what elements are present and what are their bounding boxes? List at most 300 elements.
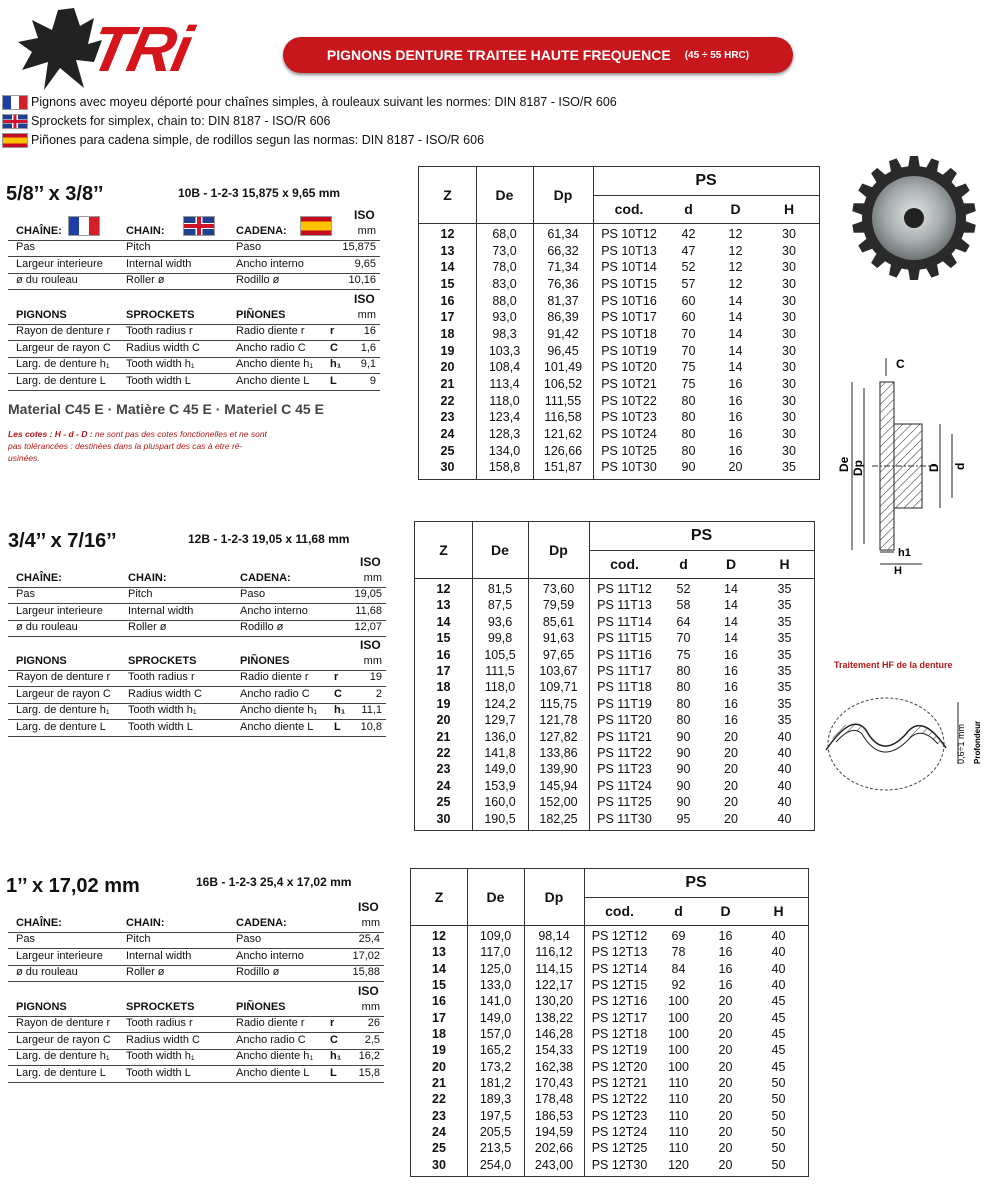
cell-code: PS 11T20 bbox=[597, 713, 652, 728]
sprocket-header-row bbox=[8, 308, 380, 325]
col-de-text: De bbox=[486, 889, 505, 905]
cell-z: 15 bbox=[440, 277, 455, 291]
sprocket-table bbox=[410, 868, 809, 1177]
cell-z: 23 bbox=[440, 410, 455, 425]
cell-code: PS 12T21 bbox=[591, 1076, 648, 1090]
cell-d: 80 bbox=[681, 443, 696, 458]
cell-D: 20 bbox=[728, 460, 743, 475]
cell-H: 50 bbox=[771, 1076, 786, 1090]
cell-z: 21 bbox=[440, 377, 455, 391]
cell-z: 30 bbox=[436, 811, 451, 826]
cell-D: 14 bbox=[728, 327, 743, 341]
cell-de: 103,3 bbox=[488, 343, 521, 358]
spec-fr: Rayon de denture r bbox=[16, 325, 111, 337]
cell-D: 20 bbox=[718, 1092, 733, 1107]
cell-D: 12 bbox=[728, 260, 743, 275]
spec-value: 15,875 bbox=[342, 241, 376, 253]
cell-H: 50 bbox=[771, 1108, 786, 1123]
table-row bbox=[419, 226, 819, 243]
cell-de: 113,4 bbox=[489, 377, 520, 391]
col-D-header: D bbox=[720, 903, 731, 919]
cell-de: 108,4 bbox=[488, 360, 521, 375]
uk-flag-icon bbox=[183, 216, 215, 236]
cell-z: 12 bbox=[440, 227, 455, 241]
spec-en: Pitch bbox=[126, 241, 151, 253]
cell-de: 213,5 bbox=[479, 1141, 512, 1156]
cell-d: 78 bbox=[671, 945, 686, 960]
cell-D: 16 bbox=[718, 929, 733, 943]
spec-es: Ancho radio C bbox=[236, 341, 306, 354]
spec-es: Ancho diente h₁ bbox=[236, 1050, 314, 1062]
cell-D: 12 bbox=[728, 243, 743, 258]
cell-z: 20 bbox=[432, 1059, 446, 1074]
cell-dp: 182,25 bbox=[539, 811, 578, 826]
sprocket-photo bbox=[852, 130, 992, 310]
spec-value: 15,8 bbox=[358, 1066, 380, 1079]
cell-H: 35 bbox=[777, 598, 792, 613]
spec-es: Ancho interno bbox=[236, 257, 304, 270]
cell-z: 19 bbox=[436, 696, 451, 711]
cell-z: 21 bbox=[432, 1076, 446, 1090]
cell-z: 13 bbox=[440, 243, 455, 258]
cell-z: 13 bbox=[436, 598, 451, 613]
cell-de: 149,0 bbox=[484, 762, 516, 777]
cell-z: 14 bbox=[436, 614, 451, 629]
spec-en: Tooth width h₁ bbox=[126, 1050, 195, 1062]
col-cod-header: cod. bbox=[614, 201, 644, 217]
cell-de: 105,5 bbox=[484, 647, 516, 662]
cell-code: PS 11T14 bbox=[597, 614, 652, 629]
cell-code: PS 10T13 bbox=[601, 243, 657, 258]
cell-D: 16 bbox=[724, 664, 738, 678]
cell-H: 40 bbox=[777, 729, 792, 744]
cadena-label: CADENA: bbox=[240, 572, 291, 584]
cell-de: 254,0 bbox=[479, 1157, 512, 1172]
cell-d: 60 bbox=[681, 310, 696, 325]
spec-symbol: h₁ bbox=[334, 704, 346, 716]
table-row bbox=[419, 459, 819, 476]
chaine-label: CHAÎNE: bbox=[16, 572, 62, 584]
spec-en: Roller ø bbox=[126, 966, 165, 978]
table-row bbox=[415, 647, 814, 663]
sprocket-table bbox=[414, 521, 815, 831]
cell-z: 17 bbox=[436, 664, 451, 678]
cell-code: PS 10T30 bbox=[601, 460, 657, 475]
cell-dp: 121,62 bbox=[543, 427, 583, 441]
cell-D: 14 bbox=[724, 631, 738, 646]
col-z-header: Z bbox=[439, 542, 448, 558]
cell-z: 25 bbox=[436, 795, 451, 810]
cell-D: 20 bbox=[718, 1141, 733, 1156]
cell-code: PS 12T17 bbox=[591, 1010, 648, 1025]
col-ps-header: PS bbox=[690, 527, 713, 544]
cell-z: 17 bbox=[432, 1010, 446, 1025]
cell-z: 15 bbox=[436, 631, 451, 646]
iso-label: ISO bbox=[358, 984, 379, 998]
cell-code: PS 10T17 bbox=[601, 310, 657, 325]
cell-d: 75 bbox=[681, 377, 696, 391]
table-row bbox=[411, 977, 808, 993]
table-row bbox=[411, 961, 808, 977]
cell-dp: 106,52 bbox=[543, 377, 583, 391]
cell-D: 20 bbox=[718, 1043, 733, 1058]
table-grid-line bbox=[415, 578, 814, 579]
cell-de: 88,0 bbox=[492, 293, 517, 308]
chaine-label: CHAÎNE: bbox=[16, 917, 62, 929]
cell-H: 45 bbox=[771, 1010, 786, 1025]
spec-es: Ancho interno bbox=[240, 604, 308, 617]
col-dp-text: Dp bbox=[553, 187, 573, 203]
col-ps-header: PS bbox=[695, 172, 717, 189]
cell-dp: 66,32 bbox=[547, 243, 579, 258]
cell-H: 35 bbox=[777, 696, 792, 711]
cell-z: 18 bbox=[436, 680, 451, 695]
cell-D: 20 bbox=[718, 1108, 733, 1123]
cell-code: PS 11T12 bbox=[597, 582, 652, 596]
intro-es: Piñones para cadena simple, de rodillos segun las normas: DIN 8187 - ISO/R 606 bbox=[2, 132, 484, 148]
cell-H: 40 bbox=[777, 811, 792, 826]
spec-symbol: L bbox=[330, 1066, 337, 1079]
cell-z: 19 bbox=[432, 1043, 446, 1058]
spec-symbol: L bbox=[334, 720, 341, 733]
cell-H: 40 bbox=[777, 778, 792, 793]
spec-symbol: L bbox=[330, 374, 337, 387]
col-D-header: D bbox=[730, 201, 741, 217]
spec-fr: Pas bbox=[16, 241, 35, 253]
cell-de: 123,4 bbox=[488, 410, 521, 425]
table-grid-line bbox=[411, 925, 808, 926]
cell-D: 16 bbox=[728, 410, 743, 425]
cell-code: PS 10T22 bbox=[601, 393, 657, 408]
iso-label: ISO bbox=[360, 638, 381, 652]
table-row bbox=[419, 409, 819, 426]
cell-dp: 194,59 bbox=[534, 1125, 574, 1139]
cell-D: 16 bbox=[724, 713, 738, 728]
spec-value: 1,6 bbox=[360, 341, 376, 354]
chain-spec-row bbox=[8, 240, 380, 257]
spec-es: Paso bbox=[240, 588, 266, 600]
cell-dp: 138,22 bbox=[534, 1010, 574, 1025]
spec-fr: Largeur interieure bbox=[16, 257, 103, 270]
mm-label: mm bbox=[363, 572, 382, 584]
cell-code: PS 12T23 bbox=[591, 1108, 648, 1123]
cell-d: 90 bbox=[676, 729, 691, 744]
spec-fr: ø du rouleau bbox=[16, 274, 78, 286]
col-H-header: H bbox=[779, 556, 790, 572]
cell-D: 16 bbox=[728, 427, 743, 441]
table-row bbox=[411, 1059, 808, 1075]
col-dp-text: Dp bbox=[544, 889, 564, 905]
cell-z: 30 bbox=[432, 1157, 446, 1172]
cell-dp: 85,61 bbox=[542, 614, 575, 629]
spec-en: Pitch bbox=[126, 933, 151, 945]
spec-value: 19,05 bbox=[354, 588, 382, 600]
table-row bbox=[415, 712, 814, 728]
cell-de: 205,5 bbox=[479, 1125, 512, 1139]
cell-code: PS 12T24 bbox=[591, 1125, 648, 1139]
cell-de: 125,0 bbox=[479, 961, 512, 976]
cell-dp: 98,14 bbox=[538, 929, 570, 943]
table-row bbox=[411, 993, 808, 1009]
cell-de: 109,0 bbox=[479, 929, 512, 943]
cell-code: PS 11T13 bbox=[597, 598, 652, 613]
table-row bbox=[411, 1124, 808, 1140]
spec-value: 11,1 bbox=[361, 704, 382, 716]
spec-en: Internal width bbox=[126, 257, 192, 270]
cell-dp: 133,86 bbox=[539, 746, 578, 760]
cell-D: 20 bbox=[718, 1125, 733, 1139]
france-flag-icon bbox=[2, 95, 28, 110]
spec-en: Internal width bbox=[128, 604, 194, 617]
cell-code: PS 10T15 bbox=[601, 277, 657, 291]
sprocket-spec-row bbox=[8, 720, 386, 737]
cell-z: 24 bbox=[436, 778, 451, 793]
cell-dp: 170,43 bbox=[534, 1076, 574, 1090]
table-row bbox=[411, 1075, 808, 1091]
cell-dp: 186,53 bbox=[534, 1108, 574, 1123]
spec-es: Paso bbox=[236, 241, 262, 253]
spec-fr: Rayon de denture r bbox=[16, 1017, 111, 1029]
cell-de: 117,0 bbox=[480, 945, 511, 960]
cell-dp: 116,58 bbox=[544, 410, 582, 425]
cell-H: 35 bbox=[777, 680, 792, 695]
cell-code: PS 10T23 bbox=[601, 410, 657, 425]
spec-en: Radius width C bbox=[126, 341, 200, 354]
cell-z: 12 bbox=[432, 929, 446, 943]
cell-d: 100 bbox=[668, 1043, 689, 1058]
spec-en: Tooth width h₁ bbox=[126, 358, 195, 370]
cell-dp: 81,37 bbox=[547, 293, 579, 308]
cell-de: 190,5 bbox=[484, 811, 516, 826]
spec-value: 2,5 bbox=[364, 1033, 380, 1046]
col-cod-header: cod. bbox=[605, 903, 634, 919]
france-flag-icon bbox=[68, 216, 100, 236]
cell-H: 35 bbox=[777, 647, 792, 662]
cell-dp: 202,66 bbox=[534, 1141, 574, 1156]
spec-es: Rodillo ø bbox=[236, 274, 280, 286]
spec-symbol: r bbox=[334, 671, 339, 683]
mm-label: mm bbox=[361, 1001, 380, 1013]
col-de-header bbox=[472, 522, 528, 578]
cell-de: 160,0 bbox=[484, 795, 516, 810]
cell-d: 90 bbox=[676, 746, 691, 760]
cell-d: 80 bbox=[676, 680, 691, 695]
cell-dp: 127,82 bbox=[539, 729, 578, 744]
cell-z: 25 bbox=[440, 443, 455, 458]
cell-dp: 73,60 bbox=[542, 582, 575, 596]
cell-H: 35 bbox=[777, 664, 792, 678]
cell-z: 22 bbox=[432, 1092, 446, 1107]
cell-z: 15 bbox=[432, 978, 446, 992]
sprocket-spec-row bbox=[8, 341, 380, 358]
cell-D: 20 bbox=[718, 994, 733, 1009]
cell-H: 50 bbox=[771, 1092, 786, 1107]
table-row bbox=[419, 309, 819, 326]
spec-value: 11,68 bbox=[355, 604, 382, 617]
cell-d: 90 bbox=[676, 778, 691, 793]
chaine-label: CHAÎNE: bbox=[16, 225, 62, 237]
cell-code: PS 12T25 bbox=[591, 1141, 648, 1156]
cell-d: 120 bbox=[668, 1157, 689, 1172]
cell-dp: 114,15 bbox=[535, 961, 573, 976]
spec-fr: Largeur de rayon C bbox=[16, 687, 111, 700]
spec-en: Tooth width L bbox=[126, 374, 191, 387]
iso-label: ISO bbox=[358, 900, 379, 914]
sprocket-spec-row bbox=[8, 374, 380, 391]
cell-z: 20 bbox=[436, 713, 451, 728]
cell-code: PS 11T21 bbox=[597, 729, 652, 744]
cell-z: 21 bbox=[436, 729, 451, 744]
cell-H: 45 bbox=[771, 1043, 786, 1058]
table-row bbox=[419, 326, 819, 343]
table-row bbox=[419, 243, 819, 260]
spec-fr: Larg. de denture h₁ bbox=[16, 1050, 110, 1062]
chain-label: CHAIN: bbox=[128, 572, 167, 584]
chain-code: 12B - 1-2-3 19,05 x 11,68 mm bbox=[188, 532, 350, 546]
cadena-label: CADENA: bbox=[236, 917, 287, 929]
chain-spec-row bbox=[8, 620, 386, 637]
chain-spec-row bbox=[8, 604, 386, 621]
cell-dp: 154,33 bbox=[534, 1043, 574, 1058]
col-H-header: H bbox=[783, 201, 795, 217]
cell-d: 52 bbox=[681, 260, 696, 275]
sprockets-label: SPROCKETS bbox=[126, 1001, 195, 1013]
table-row bbox=[419, 443, 819, 460]
cell-d: 80 bbox=[681, 410, 696, 425]
col-de-text: De bbox=[495, 187, 514, 203]
dim-de-label: De bbox=[837, 456, 851, 472]
cell-D: 20 bbox=[718, 1010, 733, 1025]
spec-symbol: h₁ bbox=[330, 1050, 342, 1062]
cell-D: 14 bbox=[724, 598, 738, 613]
cell-code: PS 10T25 bbox=[601, 443, 657, 458]
dim-c-label: C bbox=[896, 357, 905, 371]
spec-value: 9 bbox=[369, 374, 376, 387]
cell-dp: 151,87 bbox=[543, 460, 583, 475]
cell-z: 18 bbox=[432, 1027, 446, 1041]
chain-label: CHAIN: bbox=[126, 225, 165, 237]
pignons-label: PIGNONS bbox=[16, 309, 67, 321]
cell-dp: 91,42 bbox=[547, 327, 579, 341]
col-dp-text: Dp bbox=[549, 542, 568, 558]
dim-h1-label: h1 bbox=[898, 547, 911, 559]
col-H-header: H bbox=[773, 903, 784, 919]
cell-de: 129,7 bbox=[484, 713, 516, 728]
chain-header-row bbox=[8, 916, 384, 933]
chain-spec-row bbox=[8, 949, 384, 966]
cell-dp: 121,78 bbox=[539, 713, 578, 728]
spec-symbol: r bbox=[330, 325, 335, 337]
uk-flag-icon bbox=[2, 114, 28, 129]
cell-code: PS 10T18 bbox=[601, 327, 657, 341]
cell-z: 14 bbox=[432, 961, 446, 976]
sprocket-spec-row bbox=[8, 1066, 384, 1083]
pignons-label: PIGNONS bbox=[16, 655, 67, 667]
cell-dp: 79,59 bbox=[542, 598, 575, 613]
sprocket-table bbox=[418, 166, 820, 480]
cell-z: 22 bbox=[440, 393, 455, 408]
spec-es: Ancho radio C bbox=[236, 1033, 306, 1046]
cell-d: 90 bbox=[681, 460, 696, 475]
banner-title: PIGNONS DENTURE TRAITEE HAUTE FREQUENCE bbox=[326, 47, 671, 63]
cell-H: 45 bbox=[771, 1059, 786, 1074]
chain-spec-row bbox=[8, 587, 386, 604]
cell-H: 45 bbox=[771, 1027, 786, 1041]
cell-de: 197,5 bbox=[479, 1108, 512, 1123]
cell-de: 141,8 bbox=[484, 746, 516, 760]
cell-d: 70 bbox=[681, 327, 696, 341]
cell-code: PS 10T12 bbox=[601, 227, 657, 241]
cell-code: PS 11T23 bbox=[597, 762, 652, 777]
col-d-header: d bbox=[674, 903, 683, 919]
cell-z: 14 bbox=[440, 260, 455, 275]
table-grid-line bbox=[419, 223, 819, 224]
material-line: Material C45 E · Matière C 45 E · Materiel C 45 E bbox=[8, 401, 324, 417]
cell-D: 14 bbox=[728, 360, 743, 375]
cell-D: 14 bbox=[724, 582, 738, 596]
cell-de: 93,0 bbox=[492, 310, 517, 325]
dim-h-label: H bbox=[894, 565, 902, 577]
cell-dp: 103,67 bbox=[539, 664, 578, 678]
cell-d: 80 bbox=[676, 713, 691, 728]
cell-H: 30 bbox=[782, 427, 796, 441]
cell-z: 17 bbox=[440, 310, 455, 325]
cell-H: 40 bbox=[777, 795, 792, 810]
cell-d: 110 bbox=[668, 1108, 689, 1123]
cell-D: 14 bbox=[728, 343, 743, 358]
cell-d: 84 bbox=[671, 961, 686, 976]
hf-treatment-drawing bbox=[822, 672, 992, 802]
cell-D: 16 bbox=[718, 978, 733, 992]
spec-fr: Largeur interieure bbox=[16, 604, 103, 617]
spec-es: Ancho diente L bbox=[240, 720, 314, 733]
cell-de: 149,0 bbox=[479, 1010, 512, 1025]
table-row bbox=[415, 679, 814, 695]
cell-H: 50 bbox=[771, 1141, 786, 1156]
cell-z: 18 bbox=[440, 327, 455, 341]
cell-code: PS 12T15 bbox=[591, 978, 648, 992]
cell-de: 134,0 bbox=[488, 443, 521, 458]
cell-H: 30 bbox=[782, 377, 796, 391]
spain-flag-icon bbox=[2, 133, 28, 148]
cell-D: 20 bbox=[724, 811, 738, 826]
spec-fr: Pas bbox=[16, 933, 35, 945]
spec-en: Tooth width L bbox=[128, 720, 193, 733]
spec-fr: ø du rouleau bbox=[16, 966, 78, 978]
cell-code: PS 10T20 bbox=[601, 360, 657, 375]
cell-d: 70 bbox=[676, 631, 691, 646]
cell-code: PS 11T25 bbox=[597, 795, 652, 810]
cell-d: 95 bbox=[676, 811, 691, 826]
cell-z: 16 bbox=[436, 647, 451, 662]
spec-fr: Pas bbox=[16, 588, 35, 600]
sprocket-spec-row bbox=[8, 703, 386, 720]
cell-code: PS 10T19 bbox=[601, 343, 657, 358]
spec-symbol: C bbox=[330, 1033, 338, 1046]
cell-d: 52 bbox=[676, 582, 691, 596]
col-de-header bbox=[476, 167, 533, 223]
cell-d: 100 bbox=[668, 1027, 689, 1041]
cell-code: PS 12T18 bbox=[591, 1027, 648, 1041]
cell-d: 60 bbox=[681, 293, 696, 308]
cell-D: 16 bbox=[718, 945, 733, 960]
table-row bbox=[411, 1091, 808, 1107]
cell-H: 30 bbox=[782, 227, 796, 241]
cell-code: PS 12T13 bbox=[591, 945, 648, 960]
dim-dp-label: Dp bbox=[851, 460, 865, 476]
table-row bbox=[419, 259, 819, 276]
spec-es: Rodillo ø bbox=[240, 621, 284, 633]
